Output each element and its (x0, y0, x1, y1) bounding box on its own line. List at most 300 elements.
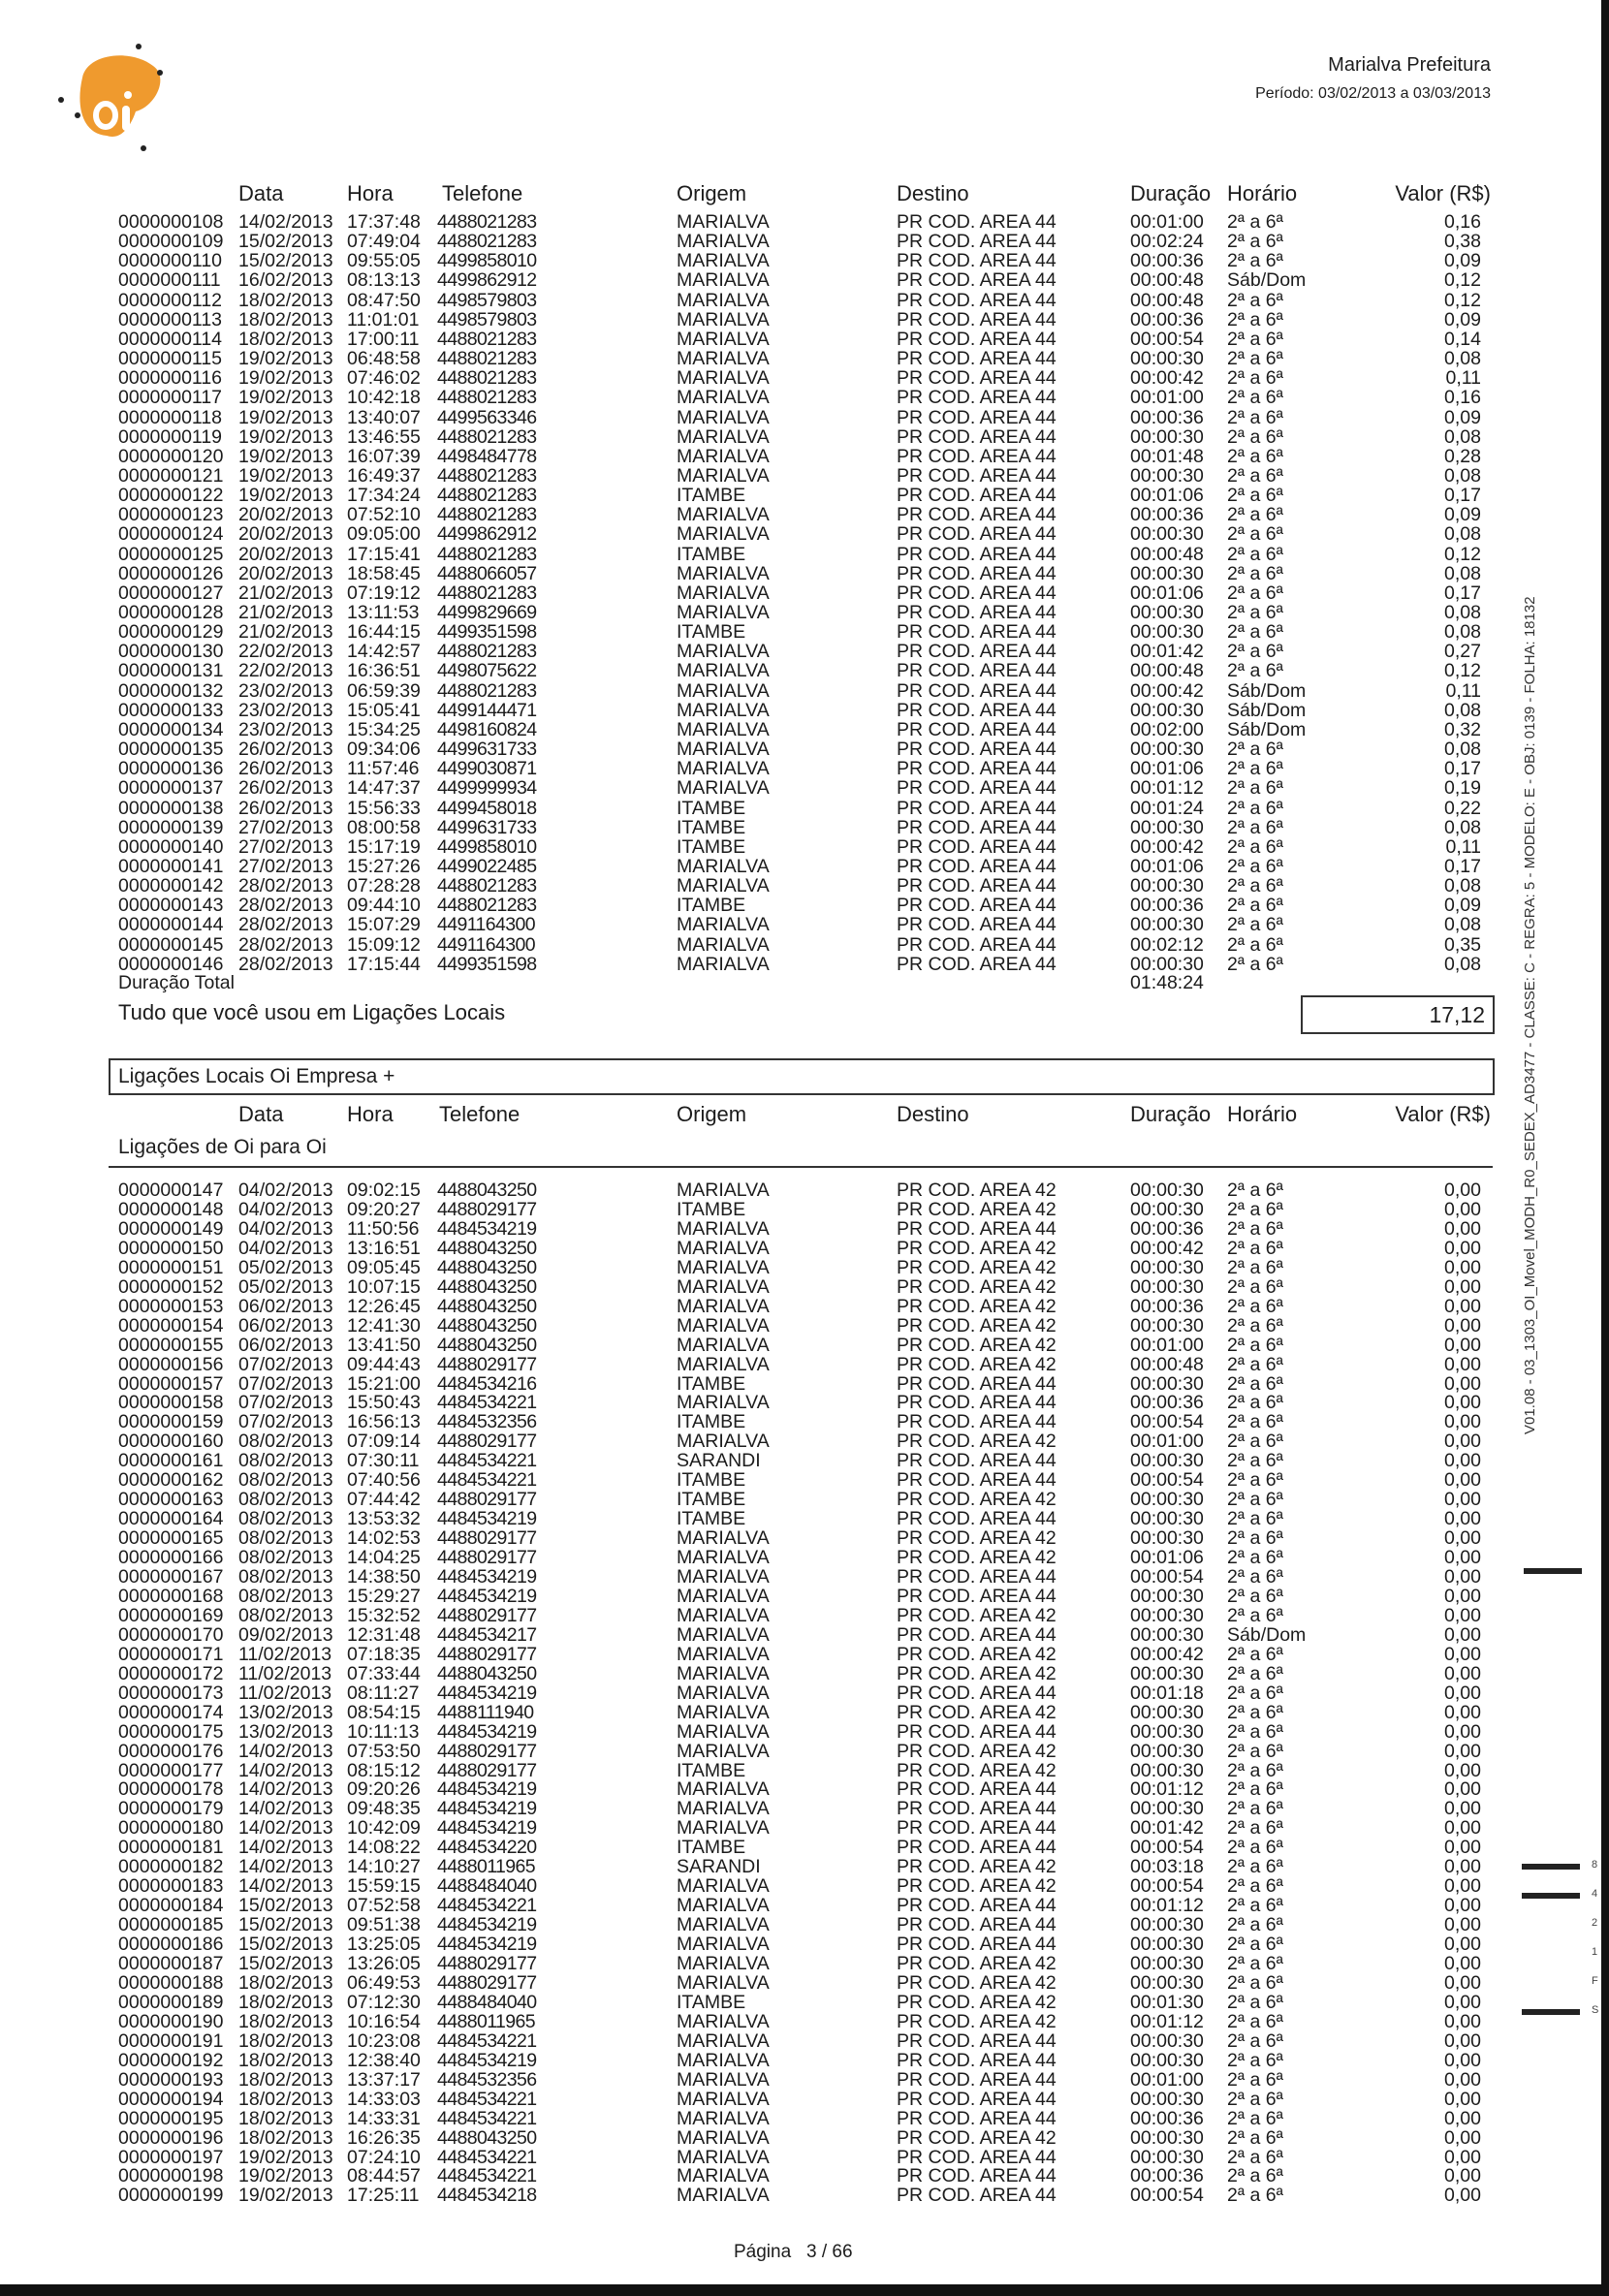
table-row (0, 955, 1609, 974)
call-date: 14/02/2013 (238, 1817, 333, 1840)
call-duration: 00:01:42 (1130, 641, 1204, 663)
call-time: 07:19:12 (347, 582, 421, 604)
call-value: 0,00 (1444, 1198, 1481, 1220)
side-control-text: V01.08 - 03_1303_OI_Movel_MODH_R0_SEDEX_AD3477 - CLASSE: C - REGRA: 5 - MODELO: E - OBJ: 0139 - FOLHA: 18132 (1522, 596, 1538, 1434)
call-value: 0,00 (1444, 1469, 1481, 1492)
call-duration: 00:01:42 (1130, 1817, 1204, 1840)
call-period: 2ª a 6ª (1227, 2107, 1283, 2129)
call-period: 2ª a 6ª (1227, 1431, 1283, 1453)
call-value: 0,00 (1444, 2068, 1481, 2091)
call-origin: MARIALVA (677, 2049, 770, 2071)
call-value: 0,09 (1444, 504, 1481, 526)
call-time: 09:48:35 (347, 1798, 421, 1820)
call-id: 0000000170 (118, 1623, 224, 1646)
call-phone: 4499999934 (437, 777, 537, 800)
table-row (0, 622, 1609, 642)
call-period: 2ª a 6ª (1227, 2088, 1283, 2110)
call-period: 2ª a 6ª (1227, 406, 1283, 428)
call-origin: MARIALVA (677, 739, 770, 761)
call-destination: PR COD. AREA 44 (897, 777, 1057, 800)
call-duration: 00:00:30 (1130, 1623, 1204, 1646)
call-time: 17:15:41 (347, 543, 421, 565)
call-origin: ITAMBE (677, 621, 746, 644)
call-value: 0,11 (1445, 367, 1481, 390)
call-destination: PR COD. AREA 42 (897, 1740, 1057, 1762)
call-id: 0000000178 (118, 1778, 224, 1801)
call-origin: ITAMBE (677, 485, 746, 507)
call-destination: PR COD. AREA 42 (897, 1971, 1057, 1994)
table-row (0, 1818, 1609, 1838)
call-duration: 00:01:06 (1130, 485, 1204, 507)
call-origin: MARIALVA (677, 328, 770, 350)
call-id: 0000000147 (118, 1179, 224, 1201)
table-row (0, 349, 1609, 368)
call-destination: PR COD. AREA 44 (897, 797, 1057, 819)
call-origin: MARIALVA (677, 1353, 770, 1375)
call-value: 0,08 (1444, 621, 1481, 644)
call-destination: PR COD. AREA 42 (897, 1489, 1057, 1511)
call-phone: 4488021283 (437, 231, 537, 253)
call-duration: 00:00:30 (1130, 1604, 1204, 1626)
call-phone: 4488029177 (437, 1198, 537, 1220)
call-origin: MARIALVA (677, 855, 770, 877)
call-period: 2ª a 6ª (1227, 464, 1283, 487)
call-phone: 4488066057 (437, 562, 537, 584)
call-origin: MARIALVA (677, 2165, 770, 2187)
call-value: 0,00 (1444, 2185, 1481, 2207)
call-phone: 4499631733 (437, 816, 537, 838)
call-date: 14/02/2013 (238, 1759, 333, 1781)
table-row (0, 1645, 1609, 1664)
call-origin: SARANDI (677, 1856, 761, 1878)
call-id: 0000000125 (118, 543, 224, 565)
call-origin: ITAMBE (677, 895, 746, 917)
call-date: 21/02/2013 (238, 582, 333, 604)
call-value: 0,00 (1444, 1275, 1481, 1298)
call-id: 0000000184 (118, 1895, 224, 1917)
table-row (0, 1180, 1609, 1200)
call-phone: 4488021283 (437, 641, 537, 663)
call-duration: 00:00:30 (1130, 953, 1204, 975)
call-origin: MARIALVA (677, 1953, 770, 1974)
call-duration: 00:01:30 (1130, 1991, 1204, 2013)
call-origin: MARIALVA (677, 1217, 770, 1240)
call-destination: PR COD. AREA 44 (897, 1217, 1057, 1240)
call-time: 13:46:55 (347, 425, 421, 448)
call-period: 2ª a 6ª (1227, 1875, 1283, 1898)
call-id: 0000000128 (118, 602, 224, 623)
call-phone: 4499351598 (437, 621, 537, 644)
call-destination: PR COD. AREA 44 (897, 211, 1057, 233)
call-period: Sáb/Dom (1227, 718, 1307, 740)
col-header-origem: Origem (677, 1102, 747, 1126)
call-date: 20/02/2013 (238, 523, 333, 546)
call-value: 0,00 (1444, 1934, 1481, 1956)
call-time: 14:38:50 (347, 1566, 421, 1588)
call-origin: MARIALVA (677, 582, 770, 604)
call-phone: 4484534217 (437, 1623, 537, 1646)
call-origin: MARIALVA (677, 1547, 770, 1569)
call-id: 0000000173 (118, 1682, 224, 1704)
call-destination: PR COD. AREA 42 (897, 2126, 1057, 2149)
divider (109, 1166, 1493, 1168)
page-label: Página (734, 2242, 792, 2262)
call-duration: 00:00:30 (1130, 1720, 1204, 1743)
call-phone: 4488011965 (437, 2010, 536, 2032)
call-time: 11:57:46 (347, 758, 420, 780)
call-origin: ITAMBE (677, 1489, 746, 1511)
call-origin: MARIALVA (677, 562, 770, 584)
call-period: 2ª a 6ª (1227, 211, 1283, 233)
call-duration: 00:00:30 (1130, 1701, 1204, 1723)
call-id: 0000000162 (118, 1469, 224, 1492)
call-duration: 00:00:30 (1130, 464, 1204, 487)
call-destination: PR COD. AREA 42 (897, 1701, 1057, 1723)
call-destination: PR COD. AREA 44 (897, 425, 1057, 448)
table-row (0, 1548, 1609, 1567)
call-phone: 4488043250 (437, 1295, 537, 1317)
call-id: 0000000194 (118, 2088, 224, 2110)
call-destination: PR COD. AREA 42 (897, 1856, 1057, 1878)
call-value: 0,00 (1444, 1895, 1481, 1917)
call-time: 15:29:27 (347, 1585, 421, 1607)
call-date: 18/02/2013 (238, 2029, 333, 2052)
call-period: 2ª a 6ª (1227, 1527, 1283, 1550)
call-period: 2ª a 6ª (1227, 641, 1283, 663)
call-destination: PR COD. AREA 44 (897, 328, 1057, 350)
call-destination: PR COD. AREA 44 (897, 269, 1057, 292)
call-time: 13:41:50 (347, 1334, 421, 1356)
call-value: 0,38 (1444, 231, 1481, 253)
call-origin: MARIALVA (677, 504, 770, 526)
call-destination: PR COD. AREA 44 (897, 679, 1057, 702)
table-row (0, 466, 1609, 486)
call-value: 0,11 (1445, 835, 1481, 858)
call-destination: PR COD. AREA 44 (897, 660, 1057, 682)
call-time: 17:15:44 (347, 953, 421, 975)
call-duration: 00:01:00 (1130, 2068, 1204, 2091)
call-phone: 4499829669 (437, 602, 537, 623)
call-date: 18/02/2013 (238, 1971, 333, 1994)
call-origin: MARIALVA (677, 308, 770, 330)
table-row (0, 408, 1609, 427)
call-time: 16:49:37 (347, 464, 421, 487)
call-time: 15:05:41 (347, 699, 421, 721)
call-value: 0,11 (1445, 679, 1481, 702)
call-value: 0,00 (1444, 1431, 1481, 1453)
call-time: 12:41:30 (347, 1314, 421, 1337)
call-date: 19/02/2013 (238, 387, 333, 409)
call-phone: 4491164300 (437, 933, 536, 956)
call-phone: 4488021283 (437, 875, 537, 897)
call-date: 13/02/2013 (238, 1720, 333, 1743)
call-origin: ITAMBE (677, 816, 746, 838)
call-id: 0000000137 (118, 777, 224, 800)
call-phone: 4498579803 (437, 308, 537, 330)
call-origin: ITAMBE (677, 1991, 746, 2013)
table-row (0, 1374, 1609, 1394)
call-date: 13/02/2013 (238, 1701, 333, 1723)
call-time: 07:44:42 (347, 1489, 421, 1511)
call-time: 10:23:08 (347, 2029, 421, 2052)
call-phone: 4488021283 (437, 387, 537, 409)
call-origin: MARIALVA (677, 523, 770, 546)
call-duration: 00:00:30 (1130, 1450, 1204, 1472)
call-duration: 00:01:12 (1130, 2010, 1204, 2032)
call-id: 0000000153 (118, 1295, 224, 1317)
call-id: 0000000163 (118, 1489, 224, 1511)
call-id: 0000000174 (118, 1701, 224, 1723)
call-origin: MARIALVA (677, 718, 770, 740)
call-origin: MARIALVA (677, 1585, 770, 1607)
call-origin: MARIALVA (677, 2029, 770, 2052)
call-id: 0000000131 (118, 660, 224, 682)
call-phone: 4488029177 (437, 1643, 537, 1665)
call-origin: ITAMBE (677, 1469, 746, 1492)
call-duration: 00:00:30 (1130, 2146, 1204, 2168)
call-value: 0,00 (1444, 1179, 1481, 1201)
call-duration: 00:00:30 (1130, 1740, 1204, 1762)
table-row (0, 2012, 1609, 2031)
call-phone: 4499862912 (437, 523, 537, 546)
call-phone: 4484534219 (437, 1585, 537, 1607)
margin-bar (1522, 2009, 1580, 2015)
call-period: 2ª a 6ª (1227, 777, 1283, 800)
call-origin: MARIALVA (677, 1392, 770, 1414)
call-date: 21/02/2013 (238, 621, 333, 644)
call-destination: PR COD. AREA 44 (897, 1623, 1057, 1646)
call-date: 22/02/2013 (238, 660, 333, 682)
call-duration: 00:00:36 (1130, 308, 1204, 330)
call-date: 26/02/2013 (238, 797, 333, 819)
call-origin: MARIALVA (677, 269, 770, 292)
call-destination: PR COD. AREA 44 (897, 367, 1057, 390)
table-row (0, 388, 1609, 407)
call-value: 0,08 (1444, 699, 1481, 721)
call-phone: 4499030871 (437, 758, 537, 780)
call-time: 18:58:45 (347, 562, 421, 584)
call-time: 10:16:54 (347, 2010, 421, 2032)
call-time: 09:05:00 (347, 523, 421, 546)
col-header-hora: Hora (347, 1102, 394, 1126)
table-row (0, 1567, 1609, 1587)
call-origin: MARIALVA (677, 1798, 770, 1820)
call-time: 15:56:33 (347, 797, 421, 819)
call-phone: 4499858010 (437, 835, 537, 858)
call-time: 17:37:48 (347, 211, 421, 233)
call-time: 11:50:56 (347, 1217, 420, 1240)
col-header-duracao: Duração (1130, 181, 1212, 205)
call-value: 0,09 (1444, 250, 1481, 272)
scan-edge (0, 2284, 1609, 2296)
call-value: 0,00 (1444, 1759, 1481, 1781)
call-date: 14/02/2013 (238, 1875, 333, 1898)
call-date: 28/02/2013 (238, 933, 333, 956)
oi-logo (39, 29, 213, 155)
call-id: 0000000122 (118, 485, 224, 507)
margin-mark: F (1592, 1975, 1598, 1987)
call-period: 2ª a 6ª (1227, 1469, 1283, 1492)
call-value: 0,35 (1444, 933, 1481, 956)
call-date: 08/02/2013 (238, 1469, 333, 1492)
call-origin: SARANDI (677, 1450, 761, 1472)
call-id: 0000000126 (118, 562, 224, 584)
call-duration: 00:00:30 (1130, 1934, 1204, 1956)
margin-bar (1524, 1568, 1582, 1574)
call-destination: PR COD. AREA 44 (897, 485, 1057, 507)
call-phone: 4488021283 (437, 582, 537, 604)
table-row (0, 661, 1609, 680)
call-destination: PR COD. AREA 44 (897, 562, 1057, 584)
call-id: 0000000160 (118, 1431, 224, 1453)
call-destination: PR COD. AREA 44 (897, 504, 1057, 526)
call-period: 2ª a 6ª (1227, 1392, 1283, 1414)
call-origin: MARIALVA (677, 1662, 770, 1684)
call-period: 2ª a 6ª (1227, 1314, 1283, 1337)
call-duration: 00:00:48 (1130, 1353, 1204, 1375)
call-date: 19/02/2013 (238, 406, 333, 428)
section-header-box (109, 1058, 1495, 1095)
table-row (0, 1703, 1609, 1722)
call-id: 0000000168 (118, 1585, 224, 1607)
call-date: 19/02/2013 (238, 445, 333, 467)
call-value: 0,00 (1444, 1411, 1481, 1433)
call-period: Sáb/Dom (1227, 679, 1307, 702)
table-row (0, 1664, 1609, 1683)
call-duration: 00:03:18 (1130, 1856, 1204, 1878)
call-destination: PR COD. AREA 42 (897, 1198, 1057, 1220)
table-row (0, 1742, 1609, 1761)
call-value: 0,00 (1444, 2165, 1481, 2187)
call-value: 0,00 (1444, 1662, 1481, 1684)
call-value: 0,00 (1444, 1817, 1481, 1840)
call-destination: PR COD. AREA 42 (897, 1179, 1057, 1201)
call-duration: 00:00:36 (1130, 1392, 1204, 1414)
call-value: 0,00 (1444, 1547, 1481, 1569)
call-phone: 4499458018 (437, 797, 537, 819)
call-duration: 00:00:30 (1130, 1662, 1204, 1684)
call-duration: 00:01:12 (1130, 1895, 1204, 1917)
call-period: 2ª a 6ª (1227, 1662, 1283, 1684)
call-id: 0000000110 (118, 250, 223, 272)
call-destination: PR COD. AREA 44 (897, 2049, 1057, 2071)
call-time: 06:49:53 (347, 1971, 421, 1994)
call-destination: PR COD. AREA 44 (897, 2146, 1057, 2168)
call-phone: 4484534221 (437, 2107, 537, 2129)
table-row (0, 876, 1609, 896)
call-date: 26/02/2013 (238, 777, 333, 800)
call-period: 2ª a 6ª (1227, 2049, 1283, 2071)
call-duration: 00:00:42 (1130, 367, 1204, 390)
call-phone: 4488021283 (437, 211, 537, 233)
call-origin: MARIALVA (677, 914, 770, 936)
call-value: 0,00 (1444, 1720, 1481, 1743)
call-time: 12:31:48 (347, 1623, 421, 1646)
call-phone: 4488029177 (437, 1953, 537, 1974)
call-period: 2ª a 6ª (1227, 2068, 1283, 2091)
call-date: 20/02/2013 (238, 504, 333, 526)
call-phone: 4484532356 (437, 1411, 537, 1433)
call-destination: PR COD. AREA 44 (897, 1450, 1057, 1472)
call-date: 18/02/2013 (238, 2088, 333, 2110)
call-time: 14:08:22 (347, 1837, 421, 1859)
col-header-telefone: Telefone (442, 181, 523, 205)
call-time: 13:16:51 (347, 1237, 421, 1259)
call-id: 0000000117 (118, 387, 223, 409)
call-id: 0000000111 (118, 269, 221, 292)
call-time: 17:00:11 (347, 328, 420, 350)
call-id: 0000000114 (118, 328, 223, 350)
call-date: 08/02/2013 (238, 1604, 333, 1626)
call-origin: MARIALVA (677, 1604, 770, 1626)
call-phone: 4484534221 (437, 2165, 537, 2187)
call-destination: PR COD. AREA 44 (897, 1817, 1057, 1840)
call-time: 08:11:27 (347, 1682, 420, 1704)
table-row (0, 1896, 1609, 1915)
call-time: 13:11:53 (347, 602, 420, 623)
call-time: 15:21:00 (347, 1372, 421, 1395)
call-id: 0000000142 (118, 875, 224, 897)
call-period: 2ª a 6ª (1227, 1895, 1283, 1917)
table-row (0, 1857, 1609, 1876)
call-value: 0,00 (1444, 1623, 1481, 1646)
call-id: 0000000148 (118, 1198, 224, 1220)
call-id: 0000000139 (118, 816, 224, 838)
call-date: 19/02/2013 (238, 2165, 333, 2187)
call-duration: 00:00:48 (1130, 660, 1204, 682)
call-time: 08:54:15 (347, 1701, 421, 1723)
call-phone: 4498075622 (437, 660, 537, 682)
call-time: 09:05:45 (347, 1256, 421, 1278)
call-phone: 4484534219 (437, 1682, 537, 1704)
call-destination: PR COD. AREA 44 (897, 914, 1057, 936)
call-value: 0,00 (1444, 1837, 1481, 1859)
call-date: 28/02/2013 (238, 914, 333, 936)
total-duration-value: 01:48:24 (1130, 972, 1204, 993)
table-row (0, 896, 1609, 915)
call-phone: 4499631733 (437, 739, 537, 761)
call-date: 08/02/2013 (238, 1547, 333, 1569)
call-origin: MARIALVA (677, 2126, 770, 2149)
call-destination: PR COD. AREA 44 (897, 582, 1057, 604)
call-time: 14:47:37 (347, 777, 421, 800)
call-id: 0000000159 (118, 1411, 224, 1433)
call-value: 0,00 (1444, 1256, 1481, 1278)
call-id: 0000000120 (118, 445, 224, 467)
call-origin: MARIALVA (677, 464, 770, 487)
call-id: 0000000190 (118, 2010, 224, 2032)
call-id: 0000000171 (118, 1643, 224, 1665)
call-destination: PR COD. AREA 44 (897, 933, 1057, 956)
call-id: 0000000188 (118, 1971, 224, 1994)
call-period: 2ª a 6ª (1227, 1701, 1283, 1723)
call-duration: 00:00:30 (1130, 1914, 1204, 1936)
call-destination: PR COD. AREA 44 (897, 1778, 1057, 1801)
call-origin: MARIALVA (677, 777, 770, 800)
table-row (0, 778, 1609, 798)
call-phone: 4488029177 (437, 1353, 537, 1375)
call-value: 0,00 (1444, 2126, 1481, 2149)
call-duration: 00:02:12 (1130, 933, 1204, 956)
call-time: 07:52:10 (347, 504, 421, 526)
table-row (0, 427, 1609, 447)
call-id: 0000000144 (118, 914, 224, 936)
call-origin: MARIALVA (677, 348, 770, 370)
call-value: 0,00 (1444, 1508, 1481, 1530)
call-phone: 4488029177 (437, 1971, 537, 1994)
call-destination: PR COD. AREA 44 (897, 1469, 1057, 1492)
call-destination: PR COD. AREA 44 (897, 523, 1057, 546)
